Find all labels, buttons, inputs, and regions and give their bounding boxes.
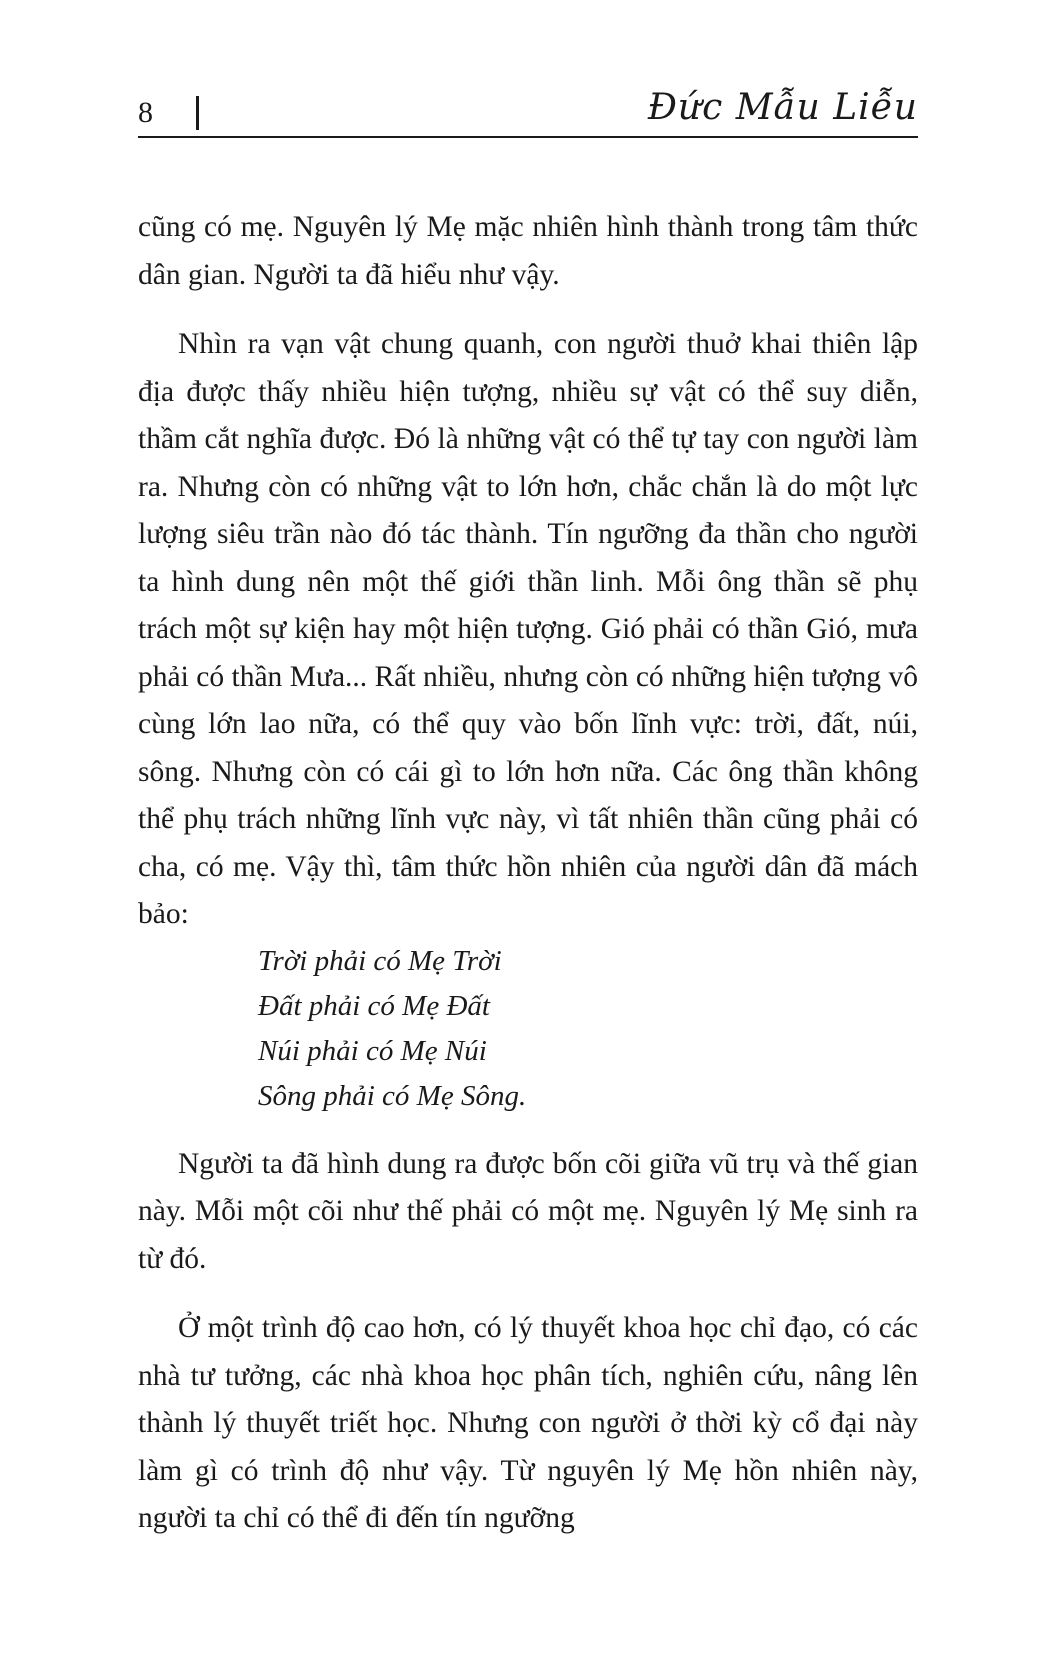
page-body — [138, 204, 918, 1543]
page-number: 8 — [138, 96, 153, 129]
paragraph: Người ta đã hình dung ra được bốn cõi giữa vũ trụ và thế gian này. Mỗi một cõi như thế phải có một mẹ. Nguyên lý Mẹ sinh ra từ đó. — [138, 1147, 918, 1275]
paragraph-spacer — [138, 1119, 918, 1141]
paragraph-continued: cũng có mẹ. Nguyên lý Mẹ mặc nhiên hình thành trong tâm thức dân gian. Người ta đã hiểu như vậy. — [138, 211, 918, 291]
verse-line: Đất phải có Mẹ Đất — [258, 989, 490, 1022]
verse-line: Núi phải có Mẹ Núi — [258, 1034, 487, 1067]
verse-line: Trời phải có Mẹ Trời — [258, 944, 502, 977]
paragraph-spacer — [138, 1283, 918, 1305]
header-rule — [138, 136, 918, 138]
paragraph: Ở một trình độ cao hơn, có lý thuyết khoa học chỉ đạo, có các nhà tư tưởng, các nhà khoa học phân tích, nghiên cứu, nâng lên thành lý thuyết triết học. Nhưng con người ở thời kỳ cổ đại này làm gì có trình độ như vậy. Từ nguyên lý Mẹ hồn nhiên này, người ta chỉ có thể đi đến tín ngưỡng — [138, 1312, 918, 1534]
verse-line: Sông phải có Mẹ Sông. — [258, 1079, 527, 1112]
header-separator — [196, 96, 199, 130]
paragraph: Nhìn ra vạn vật chung quanh, con người thuở khai thiên lập địa được thấy nhiều hiện tượng, nhiều sự vật có thể suy diễn, thầm cắt nghĩa được. Đó là những vật có thể tự tay con người làm ra. Nhưng còn có những vật to lớn hơn, chắc chắn là do một lực lượng siêu trần nào đó tác thành. Tín ngưỡng đa thần cho người ta hình dung nên một thế giới thần linh. Mỗi ông thần sẽ phụ trách một sự kiện hay một hiện tượng. Gió phải có thần Gió, mưa phải có thần Mưa... Rất nhiều, nhưng còn có những hiện tượng vô cùng lớn lao nữa, có thể quy vào bốn lĩnh vực: trời, đất, núi, sông. Nhưng còn có cái gì to lớn hơn nữa. Các ông thần không thể phụ trách những lĩnh vực này, vì tất nhiên thần cũng phải có cha, có mẹ. Vậy thì, tâm thức hồn nhiên của người dân đã mách bảo: — [138, 328, 918, 930]
paragraph-spacer — [138, 299, 918, 321]
running-header — [138, 88, 918, 148]
verse-block — [258, 939, 918, 1119]
book-title: Đức Mẫu Liễu — [647, 87, 918, 128]
